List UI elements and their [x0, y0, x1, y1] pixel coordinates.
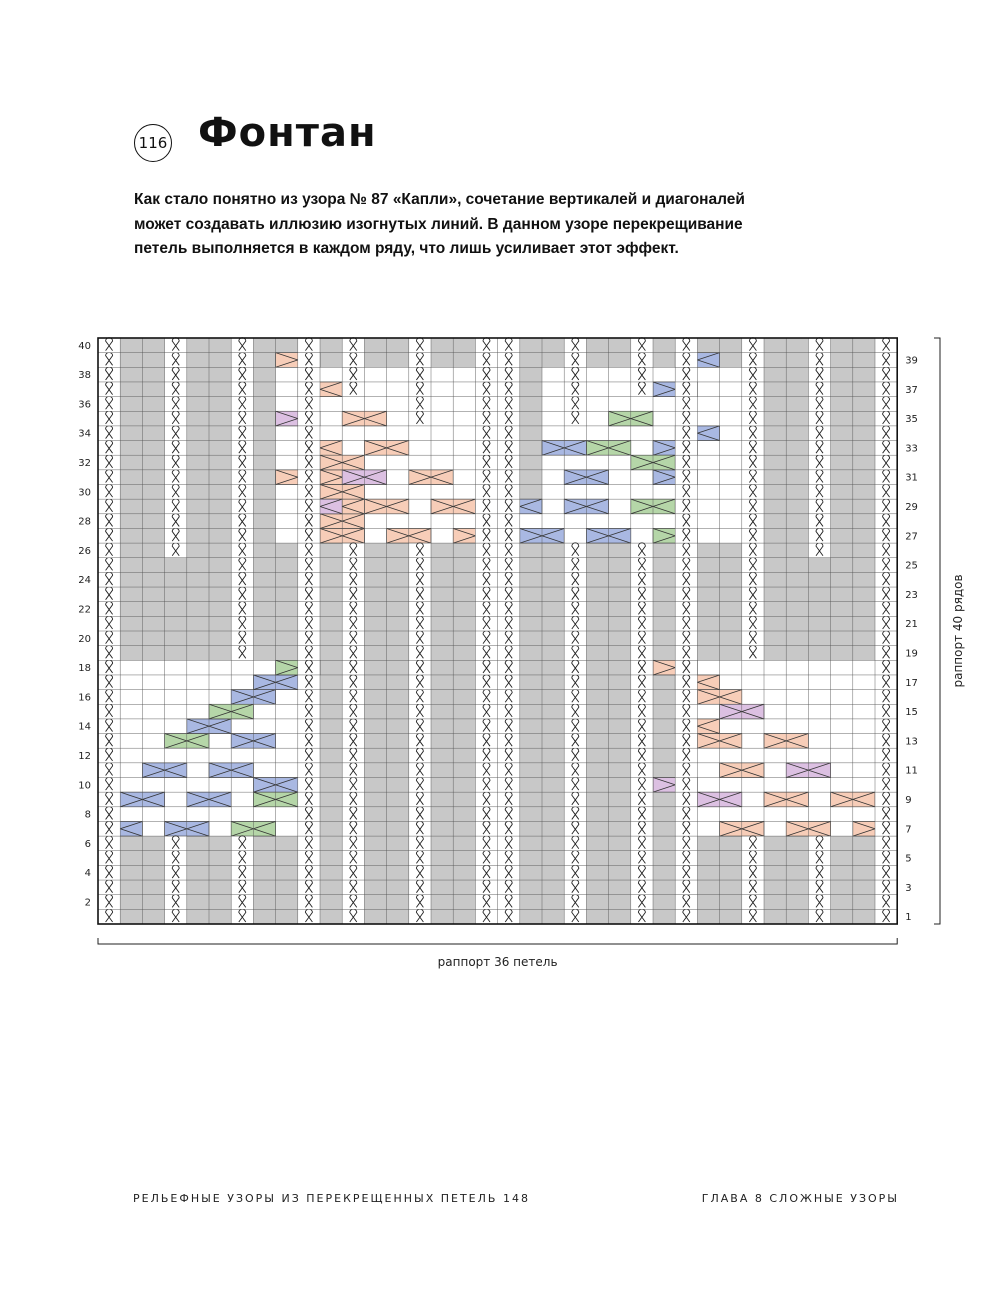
- row-label-right: 15: [905, 707, 918, 719]
- row-label-right: 39: [905, 355, 918, 367]
- row-label-left: 38: [78, 370, 91, 382]
- row-label-right: 27: [905, 531, 918, 543]
- row-label-right: 3: [905, 882, 912, 894]
- description-line: Как стало понятно из узора № 87 «Капли», сочетание вертикалей и диагоналей: [134, 191, 745, 208]
- stitch-repeat-label: раппорт 36 петель: [437, 955, 558, 969]
- row-label-right: 37: [905, 384, 918, 396]
- row-label-left: 34: [78, 428, 91, 440]
- row-label-right: 7: [905, 824, 912, 836]
- row-label-left: 30: [78, 487, 91, 499]
- row-label-left: 10: [78, 780, 91, 792]
- row-repeat-bracket: [934, 338, 940, 924]
- row-label-right: 1: [905, 912, 912, 924]
- row-label-right: 5: [905, 853, 912, 865]
- row-label-left: 36: [78, 399, 91, 411]
- row-label-right: 21: [905, 619, 918, 631]
- row-label-left: 22: [78, 604, 91, 616]
- footer-book-title: РЕЛЬЕФНЫЕ УЗОРЫ ИЗ ПЕРЕКРЕЩЕННЫХ ПЕТЕЛЬ: [133, 1192, 498, 1205]
- row-label-right: 29: [905, 501, 918, 513]
- row-repeat-label: раппорт 40 рядов: [951, 574, 965, 688]
- row-label-left: 8: [84, 809, 91, 821]
- row-label-left: 16: [78, 692, 91, 704]
- row-label-right: 25: [905, 560, 918, 572]
- row-label-left: 40: [78, 340, 91, 352]
- description-line: может создавать иллюзию изогнутых линий. В данном узоре перекрещивание: [134, 215, 743, 233]
- footer-chapter: ГЛАВА 8 СЛОЖНЫЕ УЗОРЫ: [701, 1192, 899, 1205]
- row-label-right: 35: [905, 414, 918, 426]
- row-label-left: 6: [84, 838, 91, 850]
- row-label-right: 31: [905, 472, 918, 484]
- row-label-right: 23: [905, 589, 918, 601]
- row-label-left: 26: [78, 545, 91, 557]
- row-label-left: 14: [78, 721, 91, 733]
- row-label-left: 28: [78, 516, 91, 528]
- row-label-right: 13: [905, 736, 918, 748]
- row-label-left: 20: [78, 633, 91, 645]
- row-label-right: 17: [905, 677, 918, 689]
- pattern-number: 116: [138, 134, 168, 152]
- row-label-right: 33: [905, 443, 918, 455]
- footer-page-number: 148: [503, 1192, 530, 1205]
- stitch-repeat-bracket: [98, 938, 897, 944]
- row-label-right: 9: [905, 794, 912, 806]
- row-label-right: 19: [905, 648, 918, 660]
- row-label-right: 11: [905, 765, 918, 777]
- row-label-left: 4: [84, 868, 91, 880]
- row-label-left: 12: [78, 751, 91, 763]
- pattern-title: Фонтан: [198, 110, 377, 156]
- description-line: петель выполняется в каждом ряду, что лишь усиливает этот эффект.: [134, 240, 679, 257]
- row-label-left: 2: [84, 897, 91, 909]
- row-label-left: 32: [78, 458, 91, 470]
- row-label-left: 18: [78, 663, 91, 675]
- row-label-left: 24: [78, 575, 91, 587]
